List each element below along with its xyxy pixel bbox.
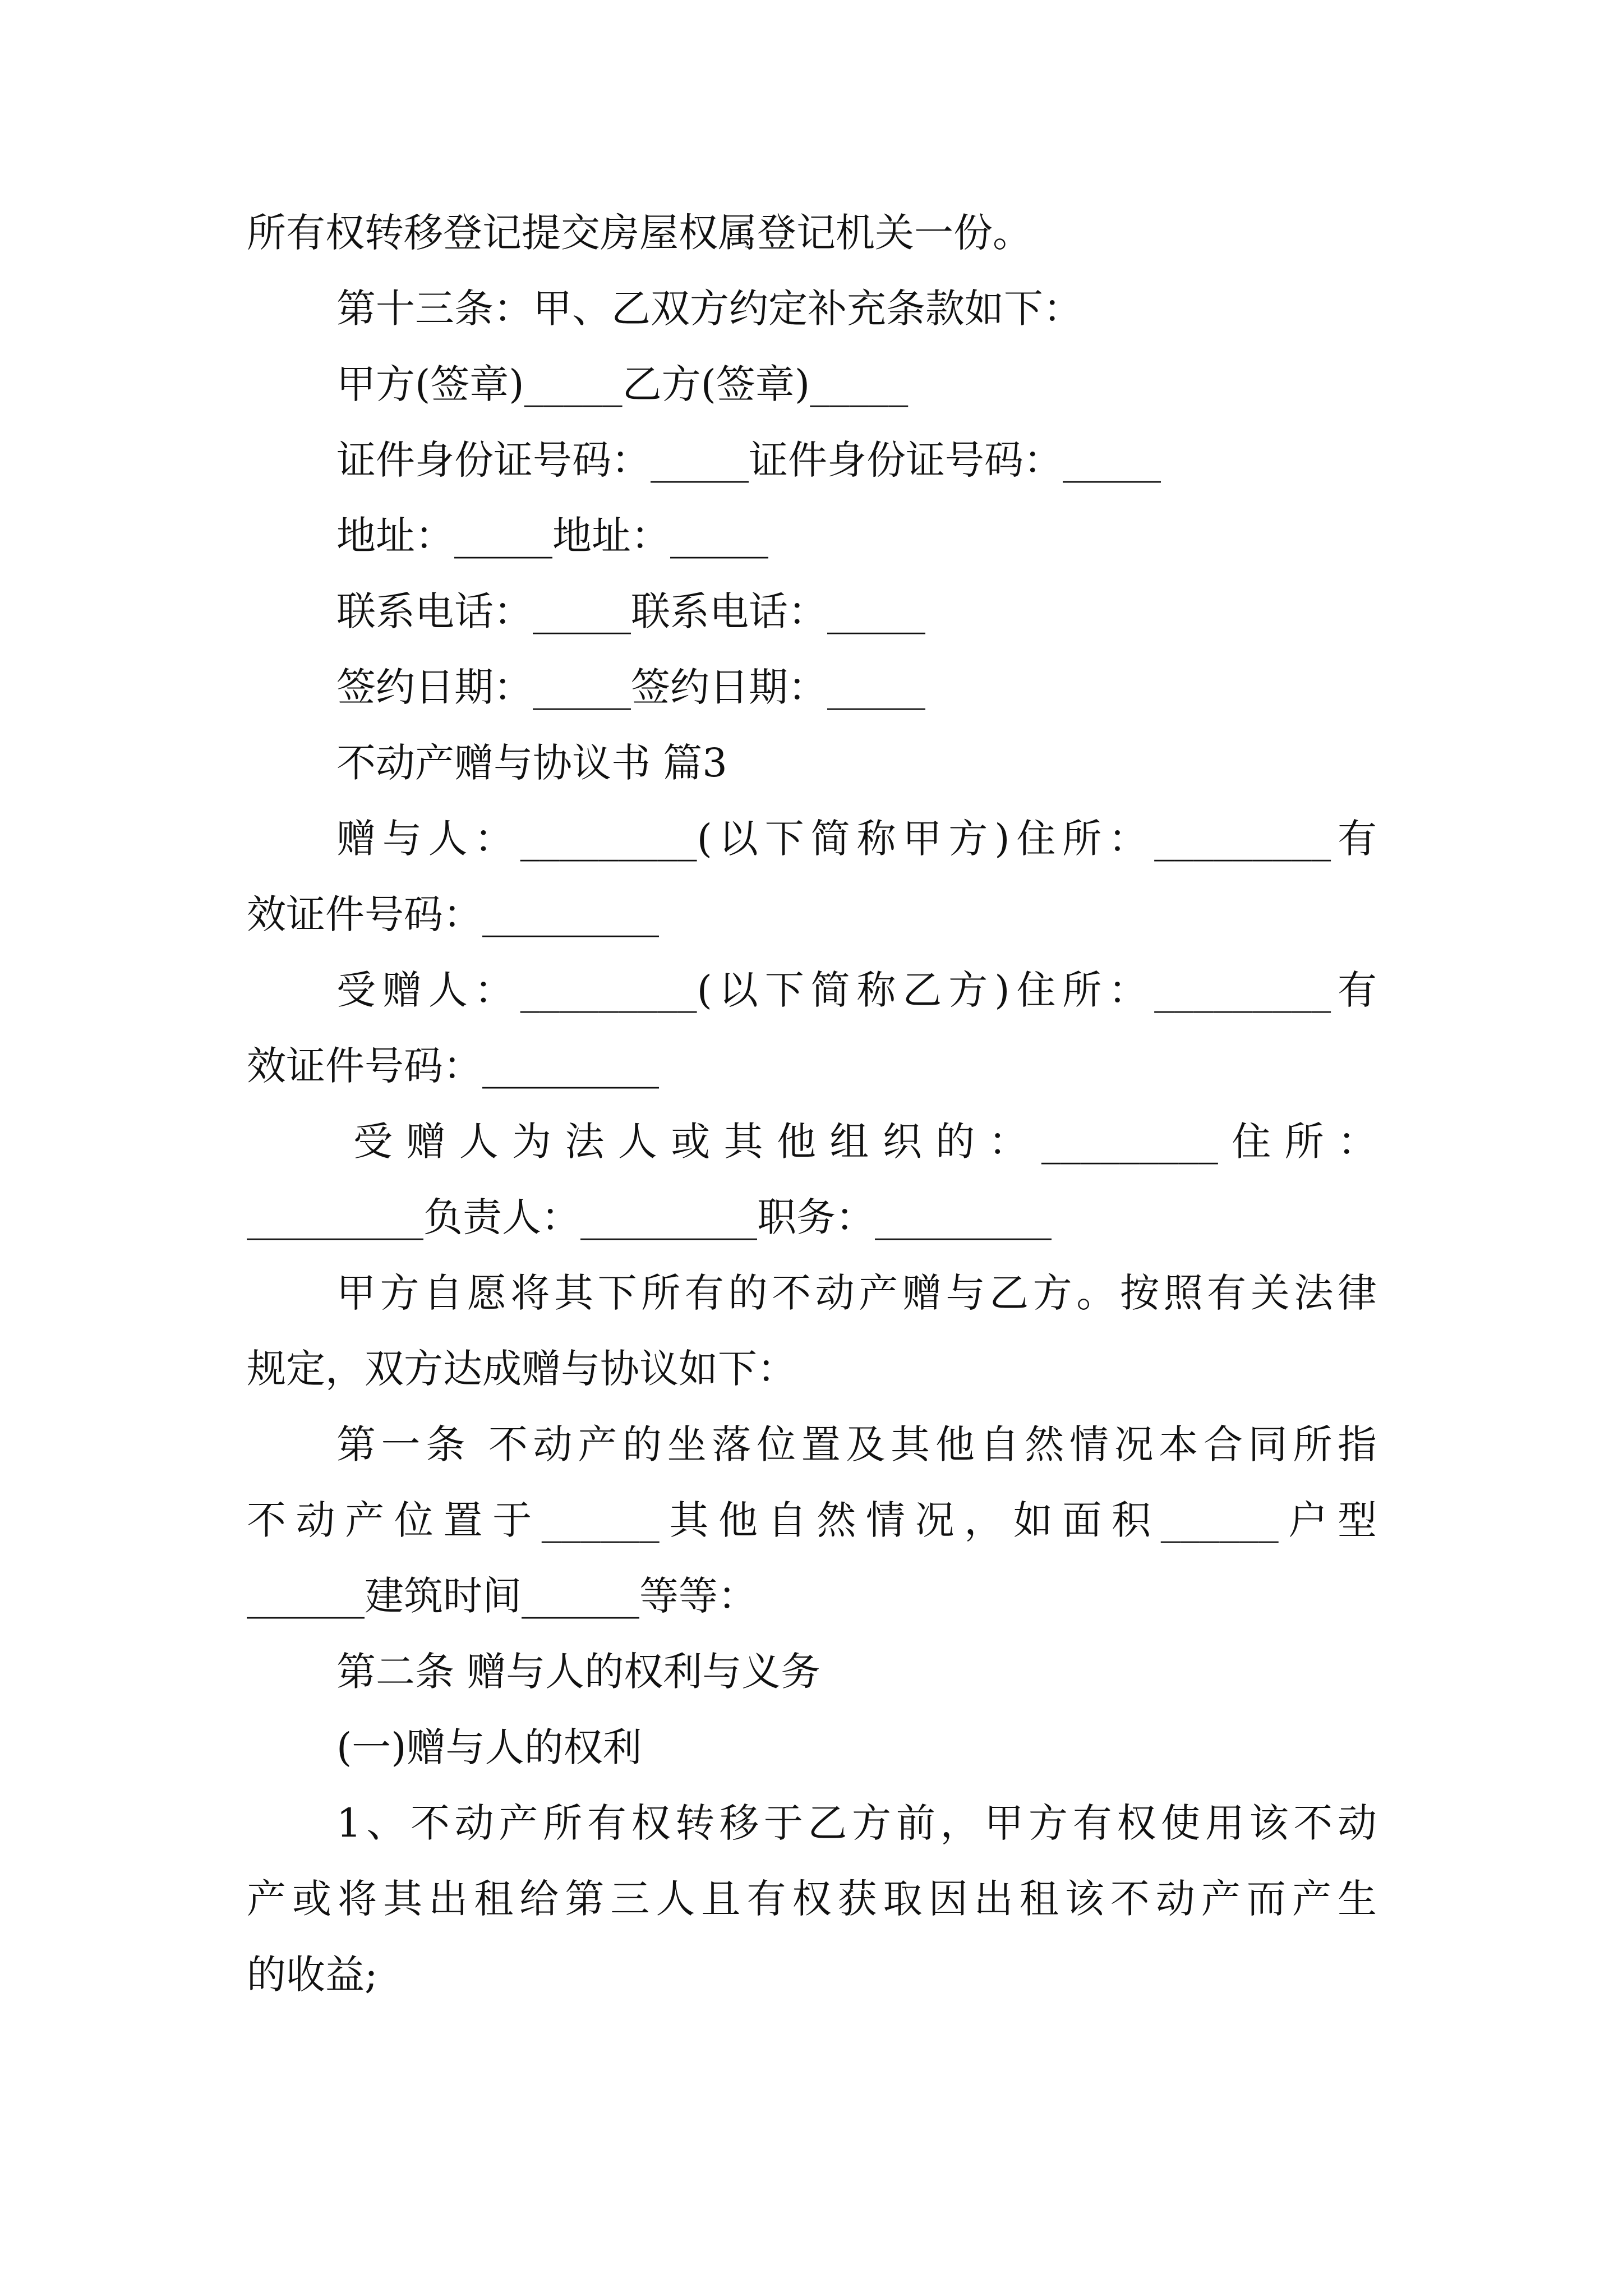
organization-donee-line: 受赠人为法人或其他组织的：_________住所： [353,1119,1377,1165]
article-1-line: 第一条 不动产的坐落位置及其他自然情况本合同所指 [336,1421,1377,1467]
donor-line: 赠与人：_________(以下简称甲方)住所：_________有 [336,816,1377,862]
id-number-line: 证件身份证号码：_____证件身份证号码：_____ [336,437,1161,483]
section-title: 不动产赠与协议书 篇3 [336,740,727,786]
property-details-line: ______建筑时间______等等： [247,1573,757,1619]
property-location-line: 不动产位置于______其他自然情况，如面积______户型 [247,1497,1377,1543]
clause-1-line: 的收益; [247,1952,378,1998]
paragraph-line: 甲方自愿将其下所有的不动产赠与乙方。按照有关法律 [336,1270,1377,1316]
clause-1-line: 1、不动产所有权转移于乙方前，甲方有权使用该不动 [336,1800,1377,1846]
donor-id-line: 效证件号码：_________ [247,891,659,937]
donee-id-line: 效证件号码：_________ [247,1043,659,1089]
article-13-heading: 第十三条：甲、乙双方约定补充条款如下： [336,286,1082,332]
phone-line: 联系电话：_____联系电话：_____ [336,588,925,634]
clause-1-line: 产或将其出租给第三人且有权获取因出租该不动产而产生 [247,1876,1377,1922]
address-line: 地址：_____地址：_____ [336,513,768,559]
signing-date-line: 签约日期：_____签约日期：_____ [336,664,925,710]
paragraph-line: 规定，双方达成赠与协议如下： [247,1346,796,1392]
paragraph-line: 所有权转移登记提交房屋权属登记机关一份。 [247,210,1032,256]
donee-line: 受赠人：_________(以下简称乙方)住所：_________有 [336,967,1377,1013]
organization-details-line: _________负责人：_________职务：_________ [247,1194,1052,1240]
article-2-heading: 第二条 赠与人的权利与义务 [336,1649,820,1695]
signature-line: 甲方(签章)_____乙方(签章)_____ [336,361,909,407]
subsection-heading: (一)赠与人的权利 [336,1724,642,1770]
